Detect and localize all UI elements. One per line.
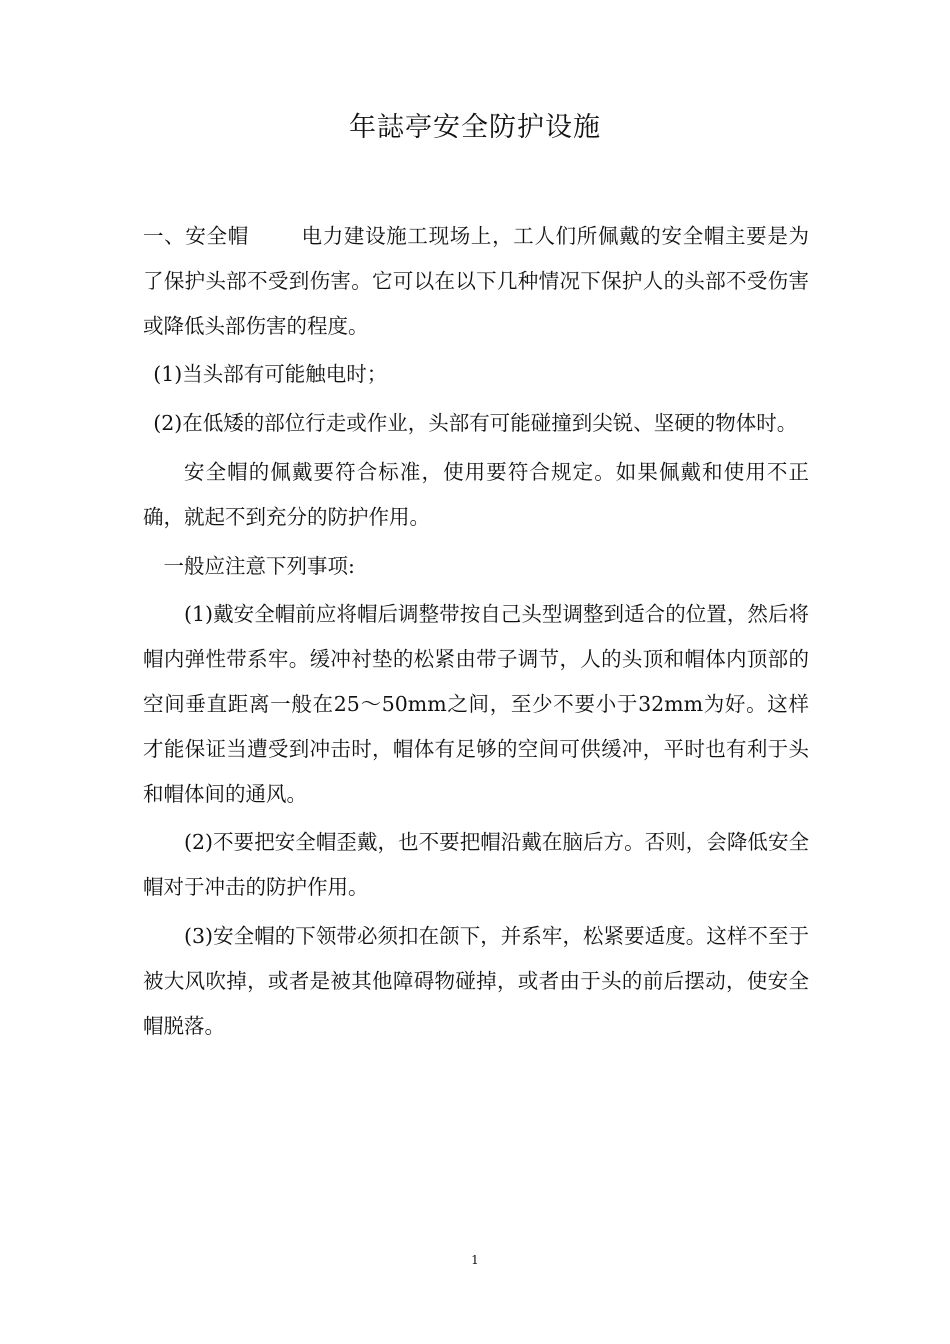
paragraph-note-2: (2)不要把安全帽歪戴，也不要把帽沿戴在脑后方。否则，会降低安全帽对于冲击的防护作用。: [143, 830, 809, 900]
document-body: [143, 214, 809, 1048]
page-number: 1: [471, 1253, 479, 1267]
paragraph-note-1: (1)戴安全帽前应将帽后调整带按自己头型调整到适合的位置，然后将帽内弹性带系牢。缓冲衬垫的松紧由带子调节，人的头顶和帽体内顶部的空间垂直距离一般在25～50mm之间，至少不要小于32mm为好。这样才能保证当遭受到冲击时，帽体有足够的空间可供缓冲，平时也有利于头和帽体间的通风。: [143, 602, 809, 806]
paragraph-notes-heading: 一般应注意下列事项:: [163, 553, 355, 578]
paragraph-text: 电力建设施工现场上，工人们所佩戴的安全帽主要是为了保护头部不受到伤害。它可以在以下几种情况下保护人的头部不受伤害或降低头部伤害的程度。: [143, 224, 810, 338]
paragraph-intro: [143, 214, 809, 348]
paragraph-case-2: (2)在低矮的部位行走或作业，头部有可能碰撞到尖锐、坚硬的物体时。: [153, 411, 798, 436]
paragraph-note-3: (3)安全帽的下领带必须扣在颌下，并系牢，松紧要适度。这样不至于被大风吹掉，或者是被其他障碍物碰掉，或者由于头的前后摆动，使安全帽脱落。: [143, 923, 809, 1038]
section-heading: 一、安全帽: [143, 224, 249, 248]
paragraph-standards: 安全帽的佩戴要符合标准，使用要符合规定。如果佩戴和使用不正确，就起不到充分的防护作用。: [143, 459, 809, 529]
document-title: 年誌亭安全防护设施: [349, 112, 601, 143]
paragraph-case-1: (1)当头部有可能触电时；: [153, 362, 388, 387]
